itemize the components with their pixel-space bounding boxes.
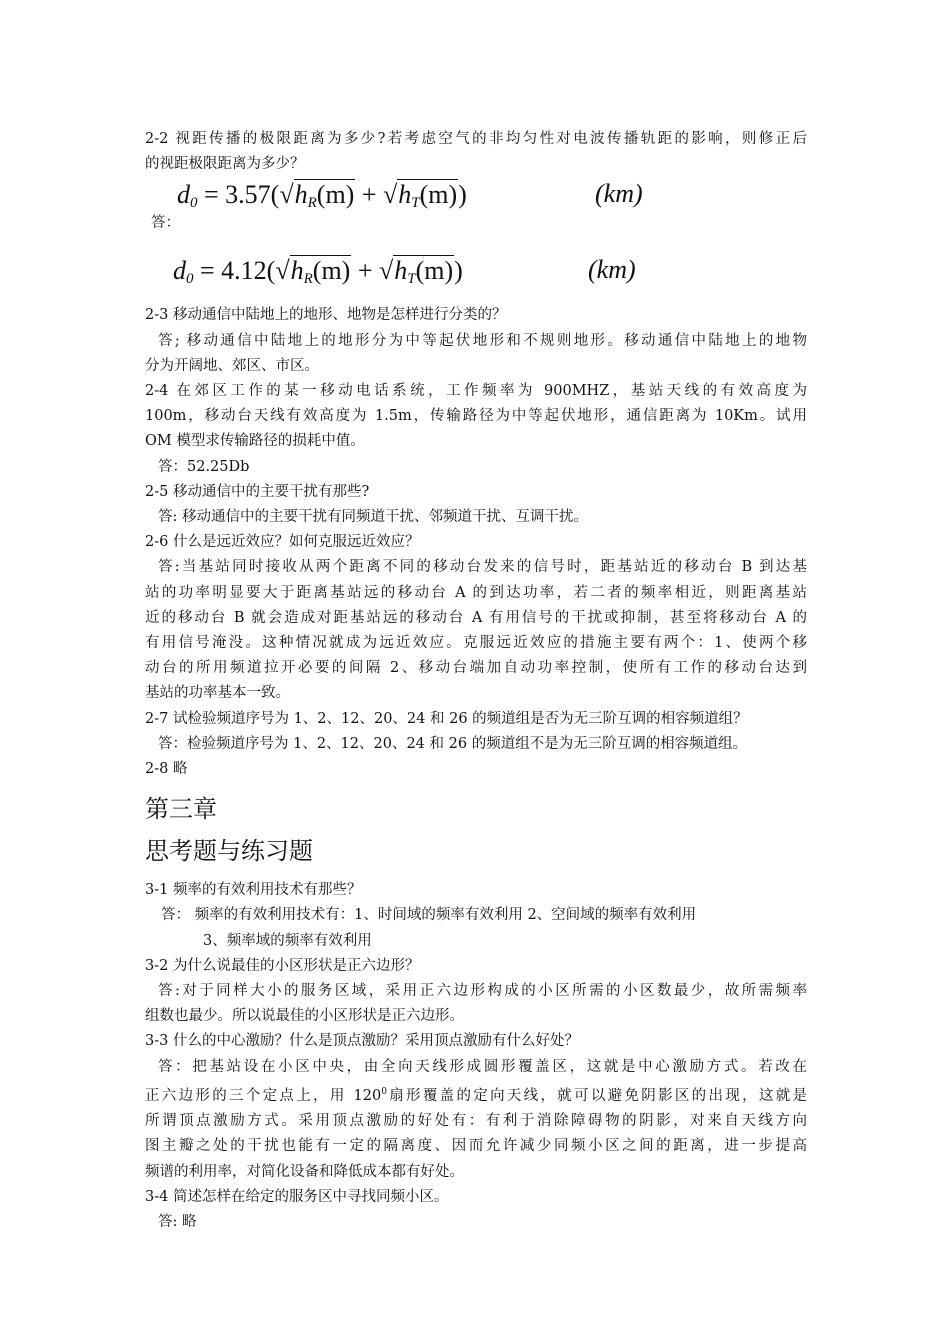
answer-3-1-line2: 3、频率域的频率有效利用 (203, 932, 372, 949)
answer-2-6-line2: 站的功率明显要大于距离基站远的移动台 A 的到达功率，若二者的频率相近，则距离基站 (145, 584, 807, 601)
question-2-3: 2-3 移动通信中陆地上的地形、地物是怎样进行分类的？ (145, 307, 507, 324)
question-3-2: 3-2 为什么说最佳的小区形状是正六边形？ (145, 957, 420, 974)
answer-3-2-line1: 答:对于同样大小的服务区域，采用正六边形构成的小区所需的小区数最少，故所需频率 (158, 983, 807, 1000)
question-2-4-line2: 100m，移动台天线有效高度为 1.5m，传输路径为中等起伏地形，通信距离为 10Km。试用 (145, 408, 807, 425)
answer-3-3-line2: 正六边形的三个定点上，用 $120^0$扇形覆盖的定向天线，就可以避免阴影区的出现，这就是 (145, 1086, 807, 1104)
answer-2-3-line2: 分为开阔地、郊区、市区。 (145, 357, 319, 374)
answer-2-5: 答: 移动通信中的主要干扰有同频道干扰、邻频道干扰、互调干扰。 (158, 509, 588, 526)
answer-2-6-line1: 答:当基站同时接收从两个距离不同的移动台发来的信号时，距基站近的移动台 B 到达基 (158, 559, 807, 576)
answer-3-1-line1: 答： 频率的有效利用技术有：1、时间域的频率有效利用 2、空间域的频率有效利用 (161, 907, 697, 924)
formula-block-1 (145, 177, 807, 247)
question-3-1: 3-1 频率的有效利用技术有那些？ (145, 882, 362, 899)
answer-label: 答： (151, 215, 180, 232)
document-page (145, 127, 807, 1235)
question-2-6: 2-6 什么是远近效应？如何克服远近效应？ (145, 534, 420, 551)
chapter-subtitle: 思考题与练习题 (145, 837, 313, 866)
question-2-4-line1: 2-4 在郊区工作的某一移动电话系统，工作频率为 900MHZ，基站天线的有效高度为 (145, 383, 807, 400)
answer-2-6-line5: 动台的所用频道拉开必要的间隔 2、移动台端加自动功率控制，使所有工作的移动台达到 (145, 660, 807, 677)
chapter-title: 第三章 (145, 795, 217, 824)
answer-3-3-line5: 频谱的利用率，对简化设备和降低成本都有好处。 (145, 1163, 464, 1180)
answer-3-4: 答: 略 (158, 1213, 197, 1230)
formula-unit: (km) (595, 179, 643, 209)
question-2-4-line3: OM 模型求传输路径的损耗中值。 (145, 433, 365, 450)
formula-line-of-sight: $d_0 = 3.57(√h_R(m) + √h_T(m))$ (177, 179, 467, 218)
question-3-4: 3-4 简述怎样在给定的服务区中寻找同频小区。 (145, 1188, 449, 1205)
answer-3-2-line2: 组数也最少。所以说最佳的小区形状是正六边形。 (145, 1008, 464, 1025)
answer-2-7: 答：检验频道序号为 1、2、12、20、24 和 26 的频道组不是为无三阶互调的相容频道组。 (158, 735, 748, 752)
question-2-2-line2: 的视距极限距离为多少？ (145, 156, 305, 173)
answer-2-4: 答：52.25Db (158, 458, 250, 475)
answer-2-3-line1: 答; 移动通信中陆地上的地形分为中等起伏地形和不规则地形。移动通信中陆地上的地物 (158, 332, 807, 349)
answer-3-3-line4: 图主瓣之处的干扰也能有一定的隔离度、因而允许减少同频小区之间的距离，进一步提高 (145, 1138, 807, 1155)
question-2-5: 2-5 移动通信中的主要干扰有那些? (145, 483, 370, 500)
formula-block-2 (145, 247, 807, 303)
formula-corrected: $d_0 = 4.12(√h_R(m) + √h_T(m))$ (173, 255, 463, 294)
formula-unit: (km) (588, 255, 636, 285)
answer-2-6-line6: 基站的功率基本一致。 (145, 685, 290, 702)
answer-3-3-line3: 所谓顶点激励方式。采用顶点激励的好处有：有利于消除障碍物的阴影，对来自天线方向 (145, 1113, 807, 1130)
answer-2-6-line3: 近的移动台 B 就会造成对距基站远的移动台 A 有用信号的干扰或抑制，甚至将移动台 A 的 (145, 609, 807, 626)
question-3-3: 3-3 什么的中心激励？什么是顶点激励？采用顶点激励有什么好处？ (145, 1033, 579, 1050)
question-2-2-line1: 2-2 视距传播的极限距离为多少?若考虑空气的非均匀性对电波传播轨距的影响，则修正后 (145, 131, 807, 147)
answer-3-3-line1: 答：把基站设在小区中央，由全向天线形成圆形覆盖区，这就是中心激励方式。若改在 (158, 1058, 807, 1075)
answer-2-6-line4: 有用信号淹没。这种情况就成为远近效应。克服远近效应的措施主要有两个：1、使两个移 (145, 635, 807, 652)
question-2-8: 2-8 略 (145, 761, 188, 778)
question-2-7: 2-7 试检验频道序号为 1、2、12、20、24 和 26 的频道组是否为无三阶互调的相容频道组？ (145, 710, 748, 727)
